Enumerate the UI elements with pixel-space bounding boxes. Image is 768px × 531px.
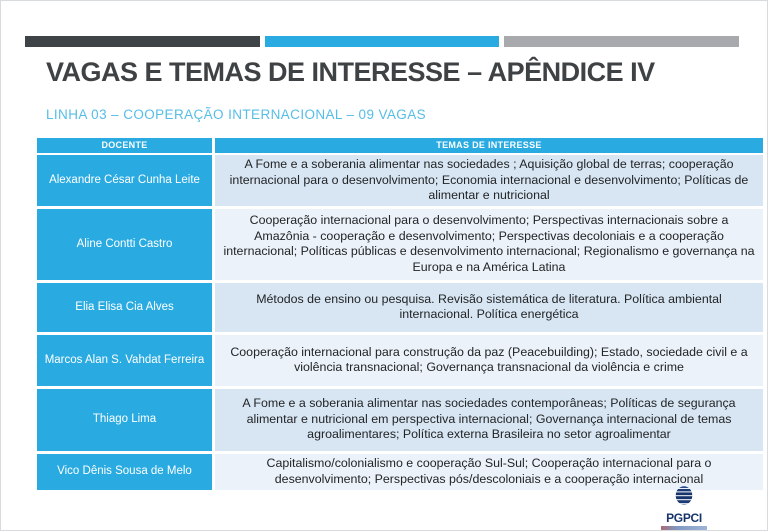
page-subtitle: LINHA 03 – COOPERAÇÃO INTERNACIONAL – 09 VAGAS <box>46 107 427 122</box>
table-row <box>37 389 763 451</box>
top-accent-bars <box>25 36 739 47</box>
temas-cell: Capitalismo/colonialismo e cooperação Sul-Sul; Cooperação internacional para o desenvolvimento; Perspectivas pós/descoloniais e a cooperação internacional <box>215 454 763 490</box>
table-header-row <box>37 138 763 153</box>
table-row <box>37 283 763 332</box>
temas-cell: Métodos de ensino ou pesquisa. Revisão sistemática de literatura. Política ambiental internacional. Política energética <box>215 283 763 332</box>
accent-bar-blue <box>265 36 500 47</box>
temas-cell: A Fome e a soberania alimentar nas sociedades contemporâneas; Políticas de segurança alimentar e nutricional em perspectiva internacional; Governança internacional de temas agroalimentares; Política externa Brasileira no setor agroalimentar <box>215 389 763 451</box>
docente-cell: Marcos Alan S. Vahdat Ferreira <box>37 335 212 386</box>
accent-bar-dark <box>25 36 260 47</box>
logo-tagline-bar <box>661 526 707 530</box>
temas-cell: Cooperação internacional para o desenvolvimento; Perspectivas internacionais sobre a Amazônia - cooperação e desenvolvimento; Perspectivas decoloniais e a cooperação internacional; Políticas públicas e desenvolvimento internacional; Regionalismo e governança na Europa e na América Latina <box>215 209 763 280</box>
docente-cell: Thiago Lima <box>37 389 212 451</box>
table-row <box>37 209 763 280</box>
docente-cell: Alexandre César Cunha Leite <box>37 155 212 206</box>
temas-cell: Cooperação internacional para construção da paz (Peacebuilding); Estado, sociedade civil e a violência transnacional; Governança transnacional da violência e crime <box>215 335 763 386</box>
table-row <box>37 155 763 206</box>
logo-text: PGPCI <box>666 511 702 525</box>
column-header-docente: DOCENTE <box>37 138 212 153</box>
globe-icon <box>674 484 694 511</box>
temas-cell: A Fome e a soberania alimentar nas sociedades ; Aquisição global de terras; cooperação internacional para o desenvolvimento; Economia internacional e desenvolvimento; Políticas de alimentar e nutricional <box>215 155 763 206</box>
docentes-table <box>37 138 763 493</box>
docente-cell: Aline Contti Castro <box>37 209 212 280</box>
table-row <box>37 335 763 386</box>
column-header-temas: TEMAS DE INTERESSE <box>215 138 763 153</box>
page-title: VAGAS E TEMAS DE INTERESSE – APÊNDICE IV <box>46 57 655 87</box>
docente-cell: Vico Dênis Sousa de Melo <box>37 454 212 490</box>
accent-bar-gray <box>504 36 739 47</box>
docente-cell: Elia Elisa Cia Alves <box>37 283 212 332</box>
pgpci-logo <box>653 484 715 530</box>
